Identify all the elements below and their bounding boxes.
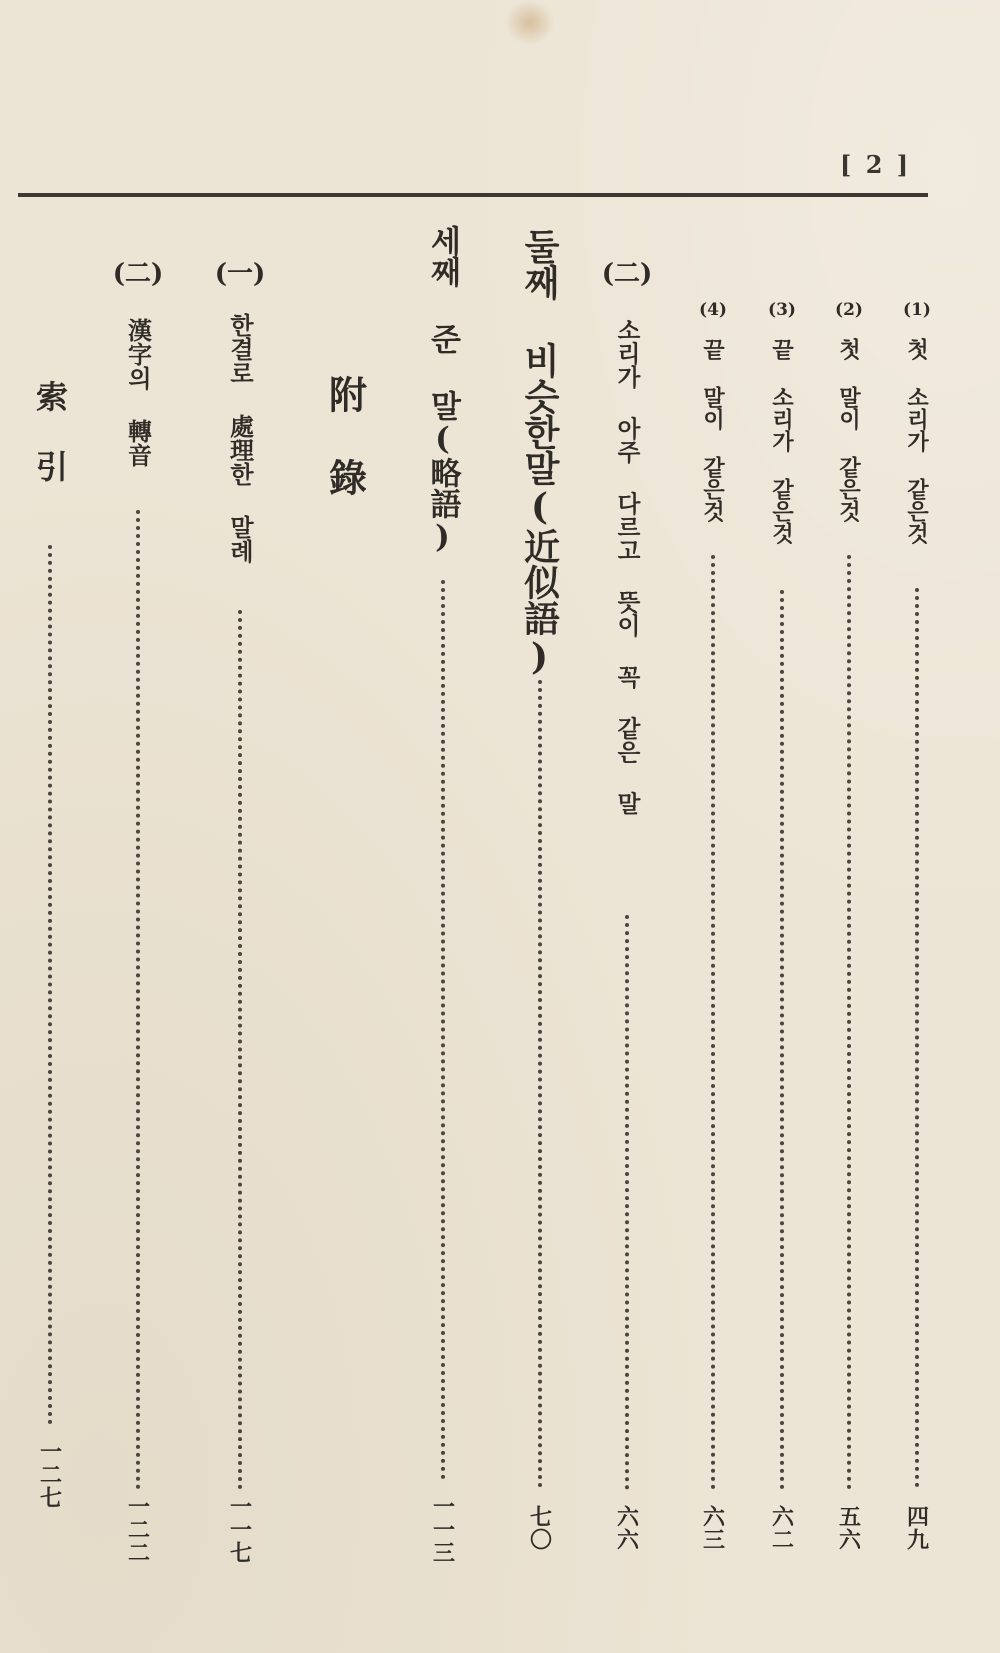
entry-page-number: 一一七 — [226, 1495, 253, 1564]
entry-page-number: 六六 — [613, 1505, 640, 1551]
entry-marker: (1) — [903, 300, 931, 320]
dot-leader — [136, 510, 140, 1490]
entry-marker: (一) — [214, 259, 266, 289]
entry-page-number: 一二七 — [36, 1440, 63, 1509]
entry-title: 漢字의 轉音 — [123, 318, 153, 467]
entry-title: 한결로 處理한 말례 — [225, 313, 255, 563]
entry-title: 끝 소리가 같은것 — [768, 338, 795, 544]
entry-marker: (二) — [112, 259, 164, 289]
page-number: [ 2 ] — [840, 150, 912, 179]
entry-page-number: 五六 — [835, 1505, 862, 1551]
entry-page-number: 一一三 — [429, 1495, 456, 1564]
index-heading: 索 引 — [31, 380, 69, 482]
toc-entry — [601, 0, 653, 1653]
dot-leader — [625, 915, 629, 1490]
entry-page-number: 七〇 — [526, 1505, 553, 1551]
toc-entry — [897, 0, 937, 1653]
dot-leader — [441, 580, 445, 1480]
toc-entry — [28, 0, 72, 1653]
entry-title: 끝 말이 같은것 — [699, 338, 726, 522]
entry-title: 세째 준 말(略語) — [424, 225, 461, 555]
dot-leader — [711, 555, 715, 1490]
toc-entry — [112, 0, 164, 1653]
entry-page-number: 四九 — [903, 1505, 930, 1551]
toc-entry — [693, 0, 733, 1653]
entry-title: 소리가 아주 다르고 뜻이 꼭 같은 말 — [613, 318, 641, 815]
dot-leader — [238, 610, 242, 1490]
appendix-heading: 附 錄 — [322, 375, 368, 496]
entry-marker: (2) — [835, 300, 863, 320]
toc-entry — [214, 0, 266, 1653]
dot-leader — [847, 555, 851, 1490]
entry-marker: (4) — [699, 300, 727, 320]
dot-leader — [915, 588, 919, 1488]
dot-leader — [780, 590, 784, 1490]
entry-marker: (3) — [768, 300, 796, 320]
toc-entry — [515, 0, 565, 1653]
entry-title: 첫 말이 같은것 — [835, 338, 862, 522]
toc-entry — [829, 0, 869, 1653]
entry-page-number: 六三 — [699, 1505, 726, 1551]
dot-leader — [538, 680, 542, 1488]
entry-title: 둘째 비슷한말(近似語) — [518, 228, 561, 678]
entry-title: 첫 소리가 같은것 — [903, 338, 930, 544]
toc-entry — [762, 0, 802, 1653]
toc-entry — [418, 0, 468, 1653]
section-heading — [320, 0, 370, 1653]
entry-marker: (二) — [601, 259, 653, 289]
dot-leader — [48, 545, 52, 1425]
entry-page-number: 六二 — [768, 1505, 795, 1551]
entry-page-number: 一二二 — [124, 1495, 151, 1564]
